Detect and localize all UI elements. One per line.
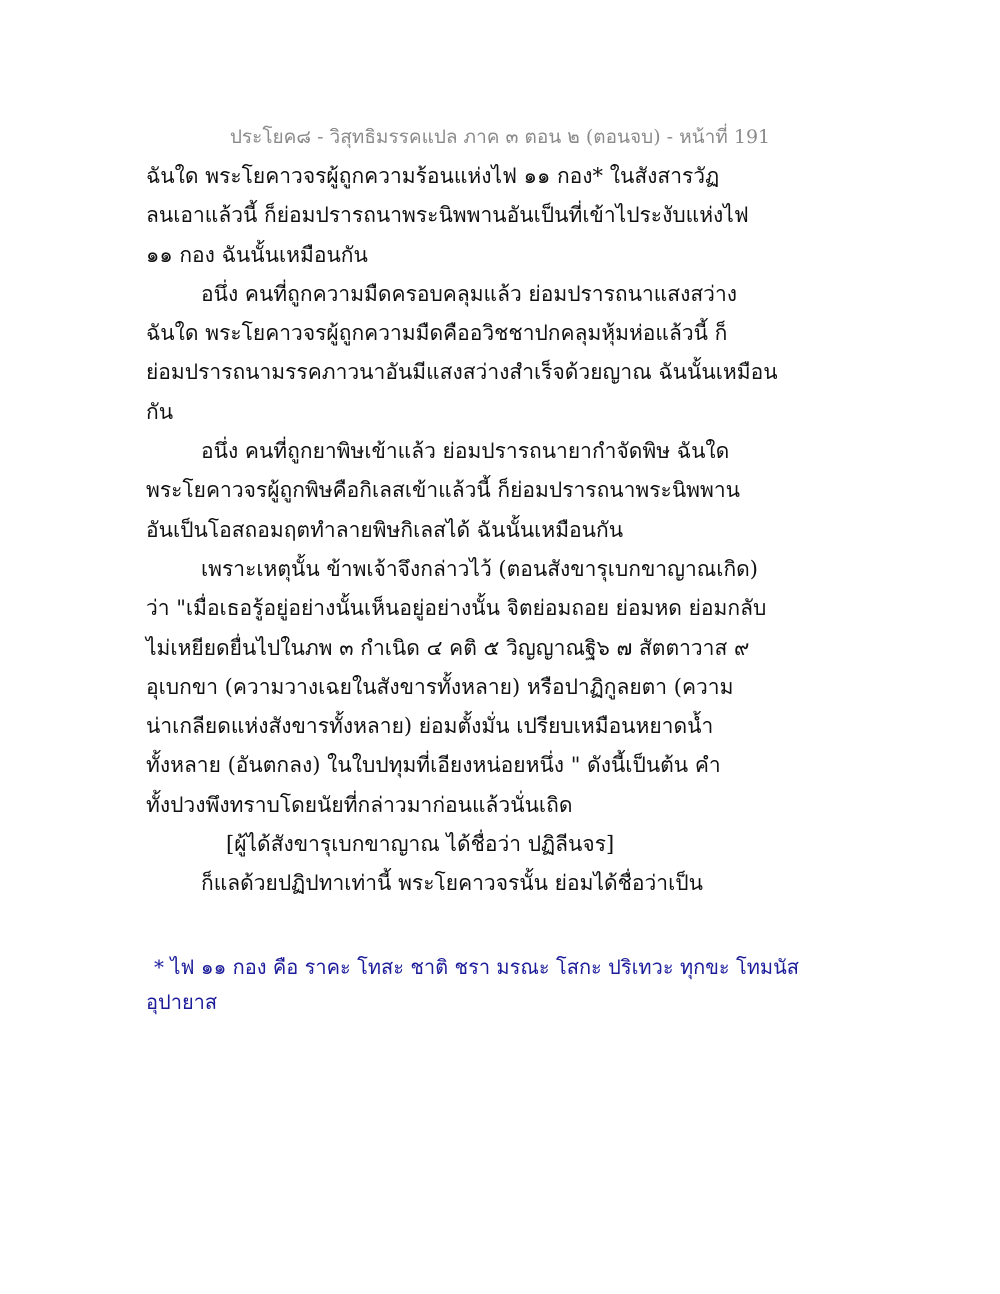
text-line: ฉันใด พระโยคาวจรผู้ถูกความร้อนแห่งไฟ ๑๑ กอง* ในสังสารวัฏ (146, 164, 720, 188)
text-line: ๑๑ กอง ฉันนั้นเหมือนกัน (146, 242, 368, 267)
paragraph-first-line: อนึ่ง คนที่ถูกยาพิษเข้าแล้ว ย่อมปรารถนายากำจัดพิษ ฉันใด (201, 439, 730, 464)
paragraph-first-line: เพราะเหตุนั้น ข้าพเจ้าจึงกล่าวไว้ (ตอนสังขารุเบกขาญาณเกิด) (201, 556, 758, 581)
text-line: อันเป็นโอสถอมฤตทำลายพิษกิเลสได้ ฉันนั้นเหมือนกัน (146, 517, 624, 542)
page-header: ประโยค๘ - วิสุทธิมรรคแปล ภาค ๓ ตอน ๒ (ตอนจบ) - หน้าที่ 191 (229, 126, 771, 148)
paragraph-first-line: ก็แลด้วยปฏิปทาเท่านี้ พระโยคาวจรนั้น ย่อมได้ชื่อว่าเป็น (201, 871, 703, 896)
footnote-line: * ไฟ ๑๑ กอง คือ ราคะ โทสะ ชาติ ชรา มรณะ โสกะ ปริเทวะ ทุกขะ โทมนัส (154, 955, 799, 979)
text-line: น่าเกลียดแห่งสังขารทั้งหลาย) ย่อมตั้งมั่น เปรียบเหมือนหยาดน้ำ (146, 714, 714, 739)
text-line: ทั้งปวงพึงทราบโดยนัยที่กล่าวมาก่อนแล้วนั่นเถิด (146, 792, 573, 817)
section-heading: [ผู้ได้สังขารุเบกขาญาณ ได้ชื่อว่า ปฏิลีนจร] (226, 832, 615, 857)
footnote (146, 950, 866, 1020)
text-line: ย่อมปรารถนามรรคภาวนาอันมีแสงสว่างสำเร็จด้วยญาณ ฉันนั้นเหมือน (146, 360, 778, 385)
text-line: ฉันใด พระโยคาวจรผู้ถูกความมืดคืออวิชชาปกคลุมหุ้มห่อแล้วนี้ ก็ (146, 321, 728, 346)
text-line: ลนเอาแล้วนี้ ก็ย่อมปรารถนาพระนิพพานอันเป็นที่เข้าไประงับแห่งไฟ (146, 203, 749, 228)
text-line: ไม่เหยียดยื่นไปในภพ ๓ กำเนิด ๔ คติ ๕ วิญญาณฐิ๖ ๗ สัตตาวาส ๙ (146, 635, 750, 660)
text-line: ว่า "เมื่อเธอรู้อยู่อย่างนั้นเห็นอยู่อย่างนั้น จิตย่อมถอย ย่อมหด ย่อมกลับ (146, 596, 767, 621)
text-line: ทั้งหลาย (อันตกลง) ในใบปทุมที่เอียงหน่อยหนึ่ง " ดังนี้เป็นต้น คำ (146, 753, 721, 778)
text-line: พระโยคาวจรผู้ถูกพิษคือกิเลสเข้าแล้วนี้ ก็ย่อมปรารถนาพระนิพพาน (146, 478, 741, 503)
footnote-line: อุปายาส (146, 990, 218, 1014)
body-text (146, 157, 866, 904)
text-line: กัน (146, 399, 174, 424)
text-line: อุเบกขา (ความวางเฉยในสังขารทั้งหลาย) หรือปาฏิกูลยตา (ความ (146, 674, 734, 699)
paragraph-first-line: อนึ่ง คนที่ถูกความมืดครอบคลุมแล้ว ย่อมปรารถนาแสงสว่าง (201, 281, 737, 306)
